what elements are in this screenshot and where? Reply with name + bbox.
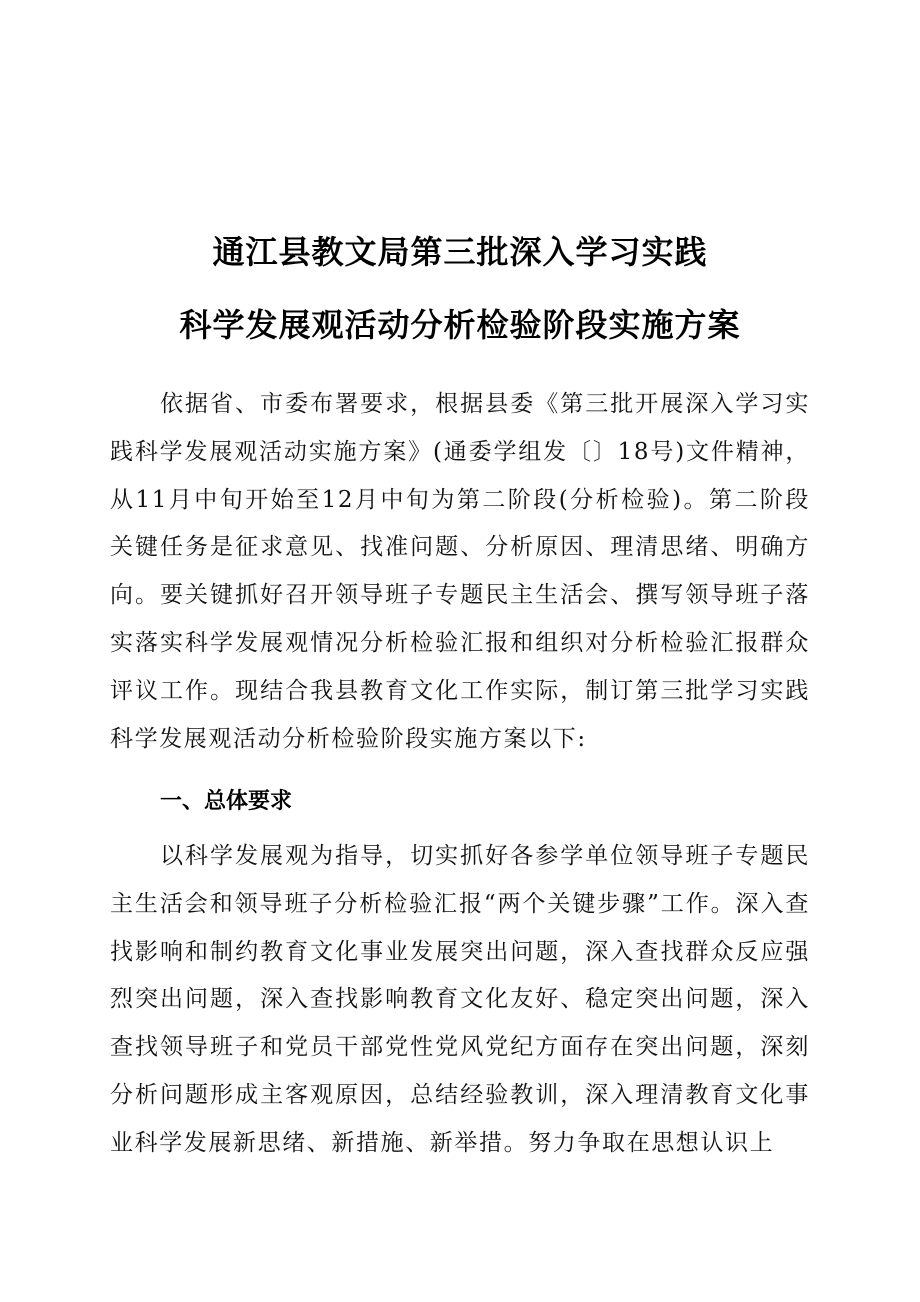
document-title-line-1: 通江县教文局第三批深入学习实践	[212, 233, 708, 271]
section-1-paragraph: 以科学发展观为指导，切实抓好各参学单位领导班子专题民主生活会和领导班子分析检验汇报“两个关键步骤”工作。深入查找影响和制约教育文化事业发展突出问题，深入查找群众反应强烈突出问题，深入查找影响教育文化友好、稳定突出问题，深入查找领导班子和党员干部党性党风党纪方面存在突出问题，深刻分析问题形成主客观原因，总结经验教训，深入理清教育文化事业科学发展新思绪、新措施、新举措。努力争取在思想认识上	[110, 843, 810, 1156]
intro-paragraph: 依据省、市委布署要求，根据县委《第三批开展深入学习实践科学发展观活动实施方案》(通委学组发〔〕18号)文件精神，从11月中旬开始至12月中旬为第二阶段(分析检验)。第二阶段关键任务是征求意见、找准问题、分析原因、理清思绪、明确方向。要关键抓好召开领导班子专题民主生活会、撰写领导班子落实落实科学发展观情况分析检验汇报和组织对分析检验汇报群众评议工作。现结合我县教育文化工作实际，制订第三批学习实践科学发展观活动分析检验阶段实施方案以下:	[110, 391, 810, 752]
document-title-line-2: 科学发展观活动分析检验阶段实施方案	[179, 306, 741, 344]
section-heading-general-requirements: 一、总体要求	[160, 789, 293, 814]
